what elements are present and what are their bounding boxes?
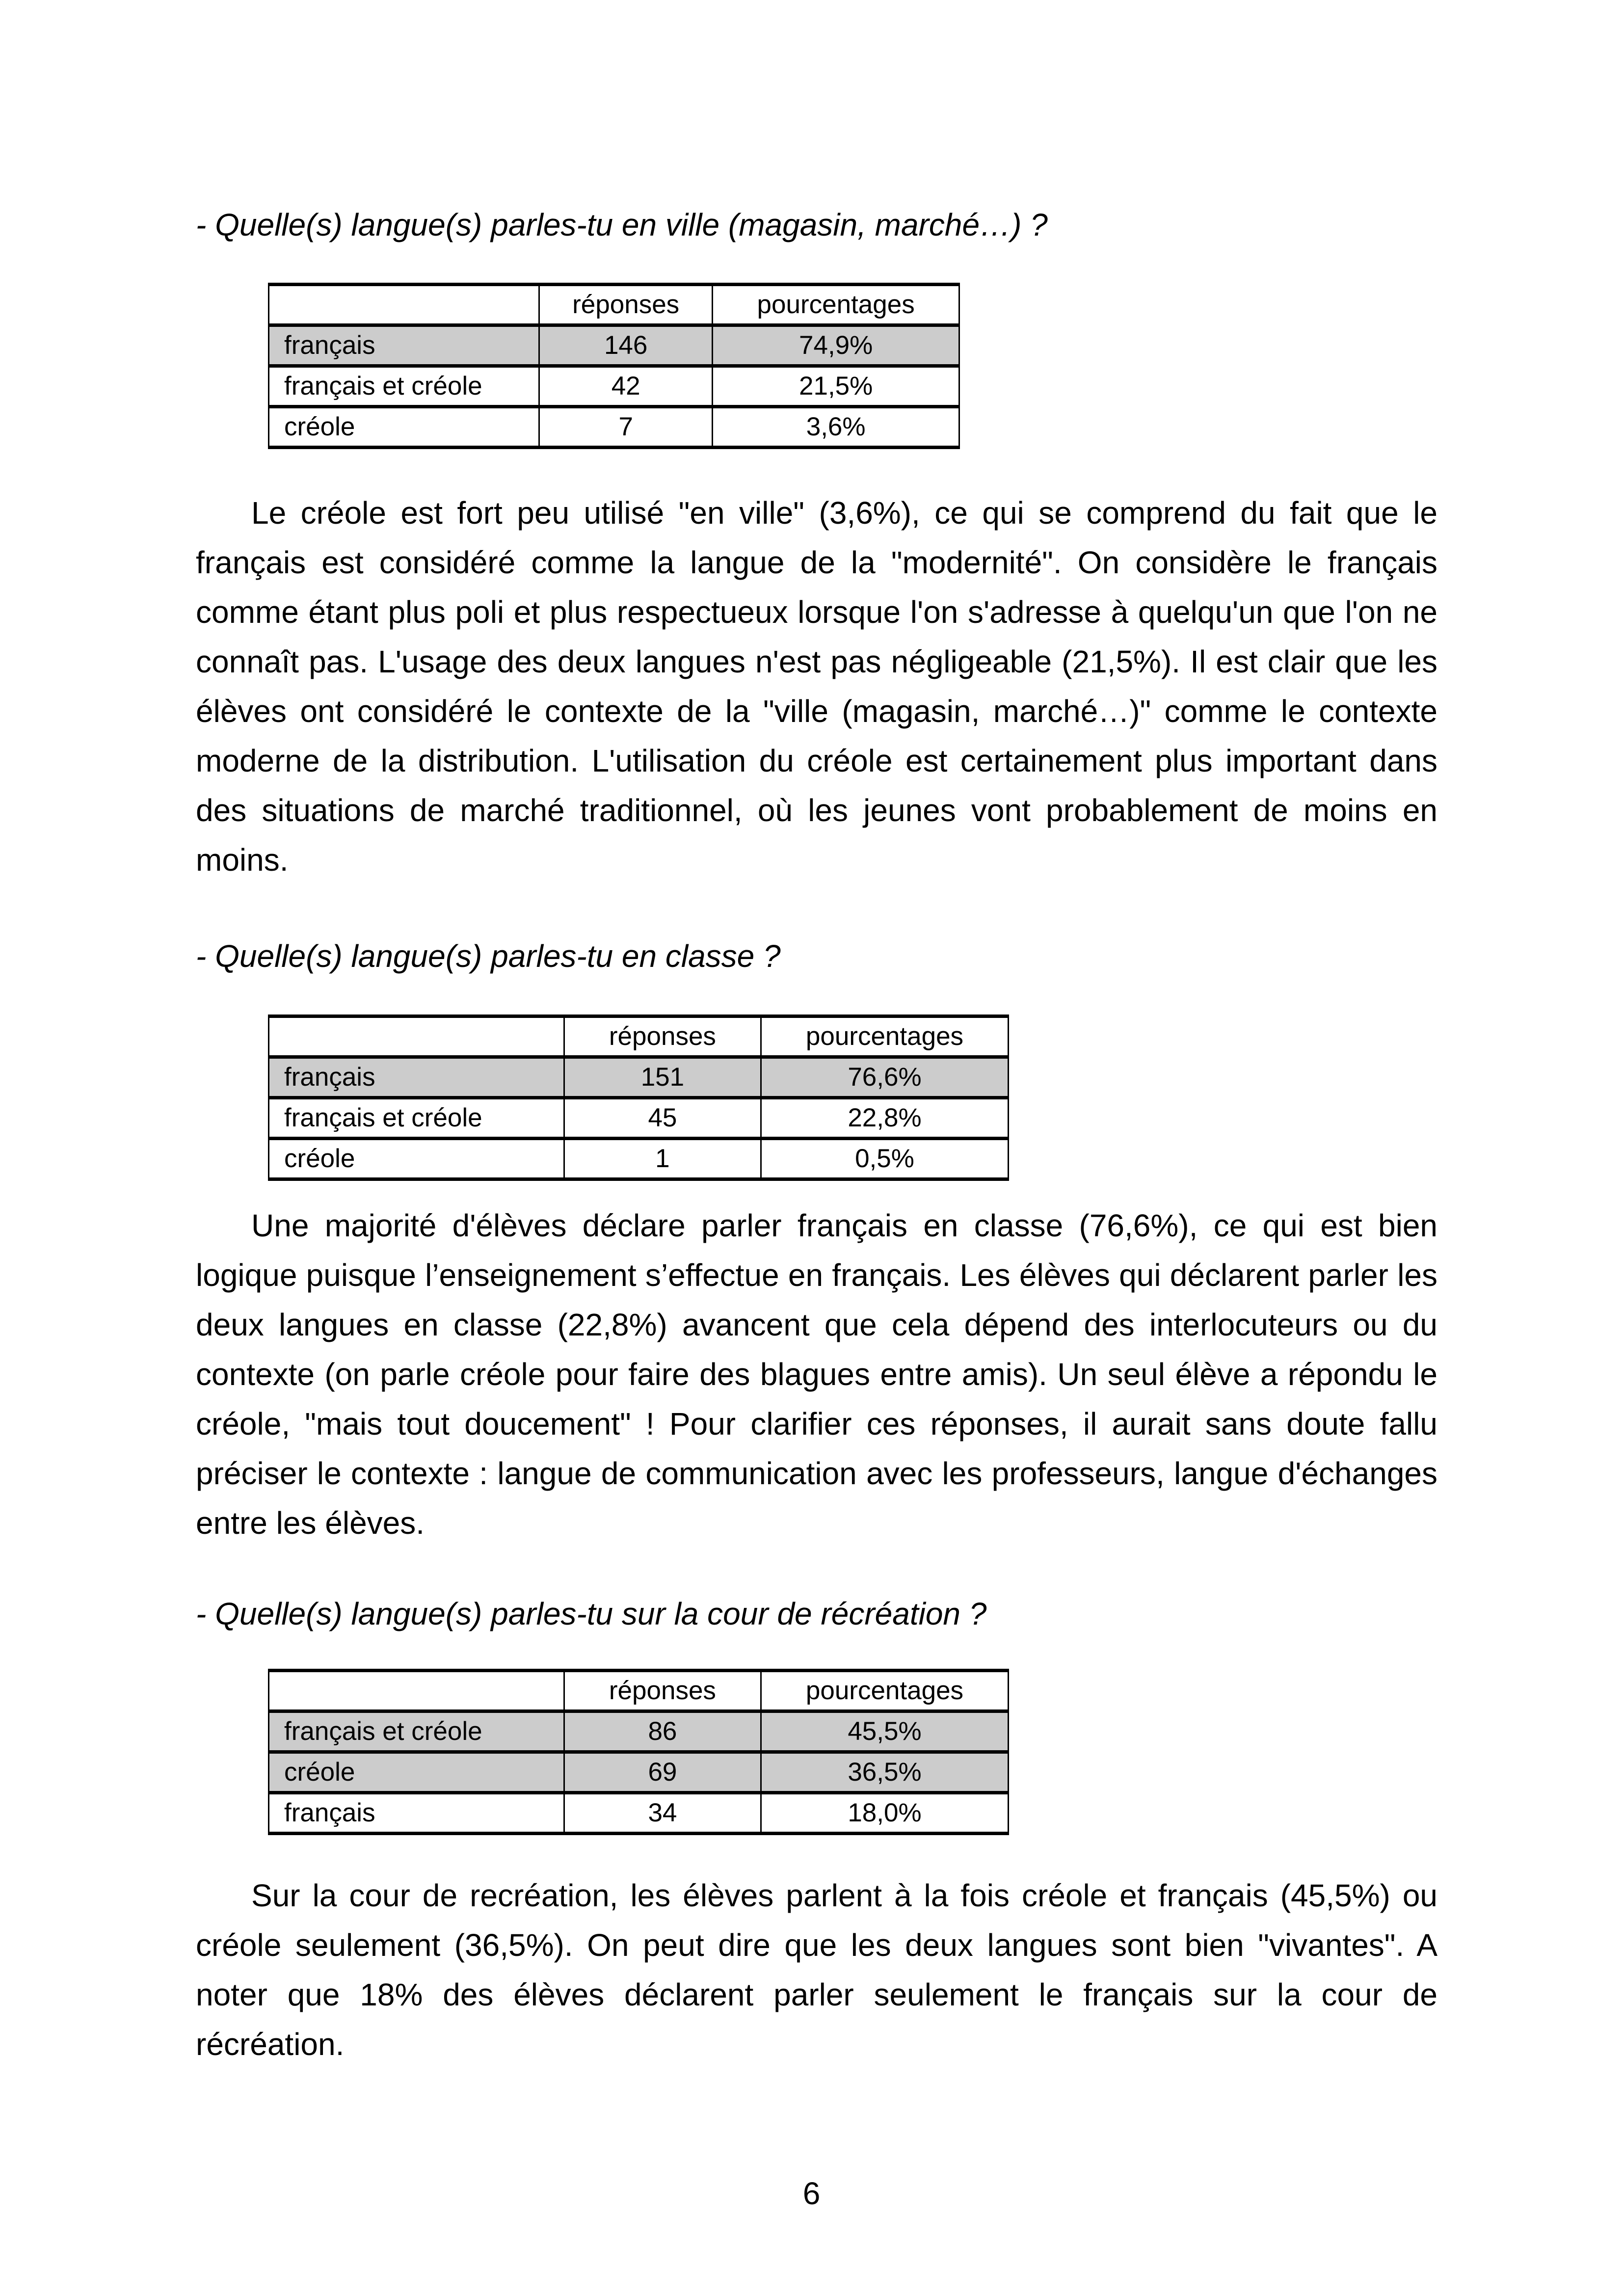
table-row — [269, 1752, 1009, 1793]
row-responses: 86 — [564, 1711, 761, 1752]
table-row — [269, 407, 959, 448]
row-responses: 69 — [564, 1752, 761, 1793]
paragraph-recreation: Sur la cour de recréation, les élèves parlent à la fois créole et français (45,5%) ou créole seulement (36,5%). On peut dire que les deux langues sont bien "vivantes". A noter que 18% des élèves déclarent parler seulement le français sur la cour de récréation. — [196, 1878, 1437, 2062]
table-row — [269, 1057, 1009, 1098]
table-row — [269, 325, 959, 366]
row-label: français — [269, 1057, 564, 1098]
row-label: créole — [269, 1139, 564, 1179]
table-classe — [268, 1015, 1009, 1181]
row-percentage: 18,0% — [761, 1793, 1008, 1834]
table-row — [269, 1098, 1009, 1139]
row-responses: 34 — [564, 1793, 761, 1834]
row-percentage: 3,6% — [713, 407, 959, 448]
header-cell-empty — [269, 1016, 564, 1057]
row-responses: 146 — [539, 325, 713, 366]
header-cell-percentages: pourcentages — [761, 1016, 1008, 1057]
row-percentage: 22,8% — [761, 1098, 1008, 1139]
row-label: français et créole — [269, 1098, 564, 1139]
row-responses: 45 — [564, 1098, 761, 1139]
page-number: 6 — [802, 2176, 821, 2211]
table-header-row — [269, 1671, 1009, 1711]
table-ville — [268, 283, 960, 449]
row-label: français — [269, 1793, 564, 1834]
header-cell-responses: réponses — [564, 1671, 761, 1711]
table-row — [269, 1139, 1009, 1179]
row-label: créole — [269, 407, 539, 448]
header-cell-empty — [269, 1671, 564, 1711]
header-cell-responses: réponses — [564, 1016, 761, 1057]
row-percentage: 0,5% — [761, 1139, 1008, 1179]
row-percentage: 74,9% — [713, 325, 959, 366]
question-heading-ville: - Quelle(s) langue(s) parles-tu en ville (magasin, marché…) ? — [196, 207, 1048, 242]
header-cell-percentages: pourcentages — [761, 1671, 1008, 1711]
question-heading-classe: - Quelle(s) langue(s) parles-tu en classe ? — [196, 938, 781, 974]
table-header-row — [269, 1016, 1009, 1057]
row-percentage: 36,5% — [761, 1752, 1008, 1793]
table-row — [269, 366, 959, 407]
table-row — [269, 1793, 1009, 1834]
header-cell-responses: réponses — [539, 285, 713, 325]
question-heading-recreation: - Quelle(s) langue(s) parles-tu sur la cour de récréation ? — [196, 1596, 987, 1631]
paragraph-ville: Le créole est fort peu utilisé "en ville" (3,6%), ce qui se comprend du fait que le français est considéré comme la langue de la "modernité". On considère le français comme étant plus poli et plus respectueux lorsque l'on s'adresse à quelqu'un que l'on ne connaît pas. L'usage des deux langues n'est pas négligeable (21,5%). Il est clair que les élèves ont considéré le contexte de la "ville (magasin, marché…)" comme le contexte moderne de la distribution. L'utilisation du créole est certainement plus important dans des situations de marché traditionnel, où les jeunes vont probablement de moins en moins. — [196, 495, 1437, 878]
row-responses: 1 — [564, 1139, 761, 1179]
header-cell-percentages: pourcentages — [713, 285, 959, 325]
row-label: français — [269, 325, 539, 366]
paragraph-classe: Une majorité d'élèves déclare parler français en classe (76,6%), ce qui est bien logique puisque l’enseignement s’effectue en français. Les élèves qui déclarent parler les deux langues en classe (22,8%) avancent que cela dépend des interlocuteurs ou du contexte (on parle créole pour faire des blagues entre amis). Un seul élève a répondu le créole, "mais tout doucement" ! Pour clarifier ces réponses, il aurait sans doute fallu préciser le contexte : langue de communication avec les professeurs, langue d'échanges entre les élèves. — [196, 1208, 1437, 1541]
row-label: français et créole — [269, 366, 539, 407]
row-responses: 7 — [539, 407, 713, 448]
row-percentage: 21,5% — [713, 366, 959, 407]
table-header-row — [269, 285, 959, 325]
row-responses: 42 — [539, 366, 713, 407]
row-label: créole — [269, 1752, 564, 1793]
header-cell-empty — [269, 285, 539, 325]
table-row — [269, 1711, 1009, 1752]
row-percentage: 45,5% — [761, 1711, 1008, 1752]
row-label: français et créole — [269, 1711, 564, 1752]
table-recreation — [268, 1669, 1009, 1835]
row-responses: 151 — [564, 1057, 761, 1098]
row-percentage: 76,6% — [761, 1057, 1008, 1098]
